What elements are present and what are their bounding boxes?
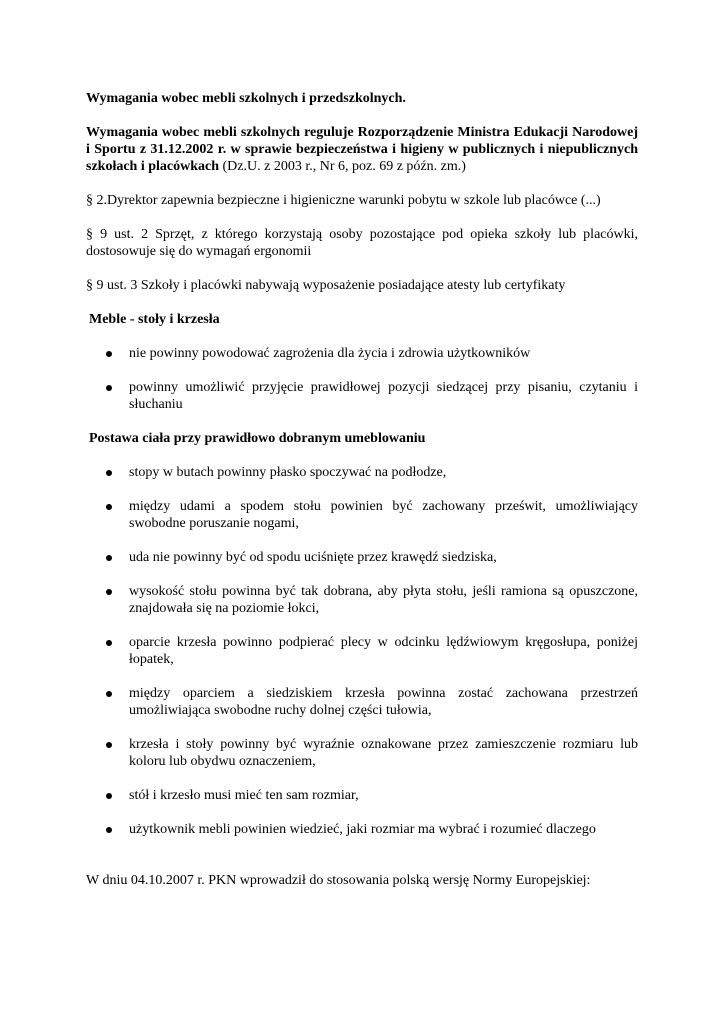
bullet-icon [106, 470, 112, 476]
bullet-icon [106, 385, 112, 391]
section-heading-posture: Postawa ciała przy prawidłowo dobranym umeblowaniu [89, 431, 426, 446]
furniture-requirements-list [86, 345, 638, 413]
list-item [86, 549, 638, 566]
bullet-icon [106, 793, 112, 799]
list-item-text: krzesła i stoły powinny być wyraźnie oznakowane przez zamieszczenie rozmiaru lub koloru lub obydwu oznaczeniem, [129, 737, 638, 769]
list-item-text: nie powinny powodować zagrożenia dla życia i zdrowia użytkowników [129, 346, 531, 361]
list-item [86, 379, 638, 413]
paragraph-section-2: § 2.Dyrektor zapewnia bezpieczne i higieniczne warunki pobytu w szkole lub placówce (...) [86, 193, 601, 208]
list-item [86, 821, 638, 838]
intro-bold-text: Wymagania wobec mebli szkolnych reguluje Rozporządzenie Ministra Edukacji Narodowej i Sportu z 31.12.2002 r. w sprawie bezpieczeństwa i higieny w publicznych i niepublicznych szkołach i placówkach [86, 125, 638, 174]
list-item-text: stół i krzesło musi mieć ten sam rozmiar, [129, 788, 359, 803]
list-item-text: wysokość stołu powinna być tak dobrana, aby płyta stołu, jeśli ramiona są opuszczone, znajdowała się na poziomie łokci, [129, 584, 638, 616]
bullet-icon [106, 555, 112, 561]
bullet-icon [106, 691, 112, 697]
list-item-text: między udami a spodem stołu powinien być zachowany prześwit, umożliwiający swobodne poruszanie nogami, [129, 499, 638, 531]
list-item [86, 736, 638, 770]
intro-paragraph [86, 124, 638, 175]
section-heading-furniture: Meble - stoły i krzesła [89, 312, 220, 327]
bullet-icon [106, 589, 112, 595]
paragraph-section-9-3: § 9 ust. 3 Szkoły i placówki nabywają wyposażenie posiadające atesty lub certyfikaty [86, 278, 566, 293]
list-item-text: stopy w butach powinny płasko spoczywać na podłodze, [129, 465, 447, 480]
list-item-text: między oparciem a siedziskiem krzesła powinna zostać zachowana przestrzeń umożliwiająca swobodne ruchy dolnej części tułowia, [129, 686, 638, 718]
list-item [86, 345, 638, 362]
intro-reference-text: (Dz.U. z 2003 r., Nr 6, poz. 69 z późn. zm.) [219, 159, 466, 174]
document-title: Wymagania wobec mebli szkolnych i przedszkolnych. [86, 91, 406, 106]
posture-requirements-list [86, 464, 638, 838]
list-item [86, 685, 638, 719]
list-item-text: powinny umożliwić przyjęcie prawidłowej pozycji siedzącej przy pisaniu, czytaniu i słuchaniu [129, 380, 638, 412]
paragraph-section-9-2: § 9 ust. 2 Sprzęt, z którego korzystają osoby pozostające pod opieka szkoły lub placówki, dostosowuje się do wymagań ergonomii [86, 227, 638, 259]
list-item [86, 498, 638, 532]
list-item-text: oparcie krzesła powinno podpierać plecy w odcinku lędźwiowym kręgosłupa, poniżej łopatek, [129, 635, 638, 667]
list-item [86, 583, 638, 617]
bullet-icon [106, 827, 112, 833]
bullet-icon [106, 742, 112, 748]
list-item-text: uda nie powinny być od spodu uciśnięte przez krawędź siedziska, [129, 550, 497, 565]
footer-paragraph: W dniu 04.10.2007 r. PKN wprowadził do stosowania polską wersję Normy Europejskiej: [86, 873, 591, 888]
list-item [86, 634, 638, 668]
list-item [86, 464, 638, 481]
document-page [86, 90, 638, 903]
list-item-text: użytkownik mebli powinien wiedzieć, jaki rozmiar ma wybrać i rozumieć dlaczego [129, 822, 596, 837]
bullet-icon [106, 351, 112, 357]
bullet-icon [106, 504, 112, 510]
bullet-icon [106, 640, 112, 646]
list-item [86, 787, 638, 804]
